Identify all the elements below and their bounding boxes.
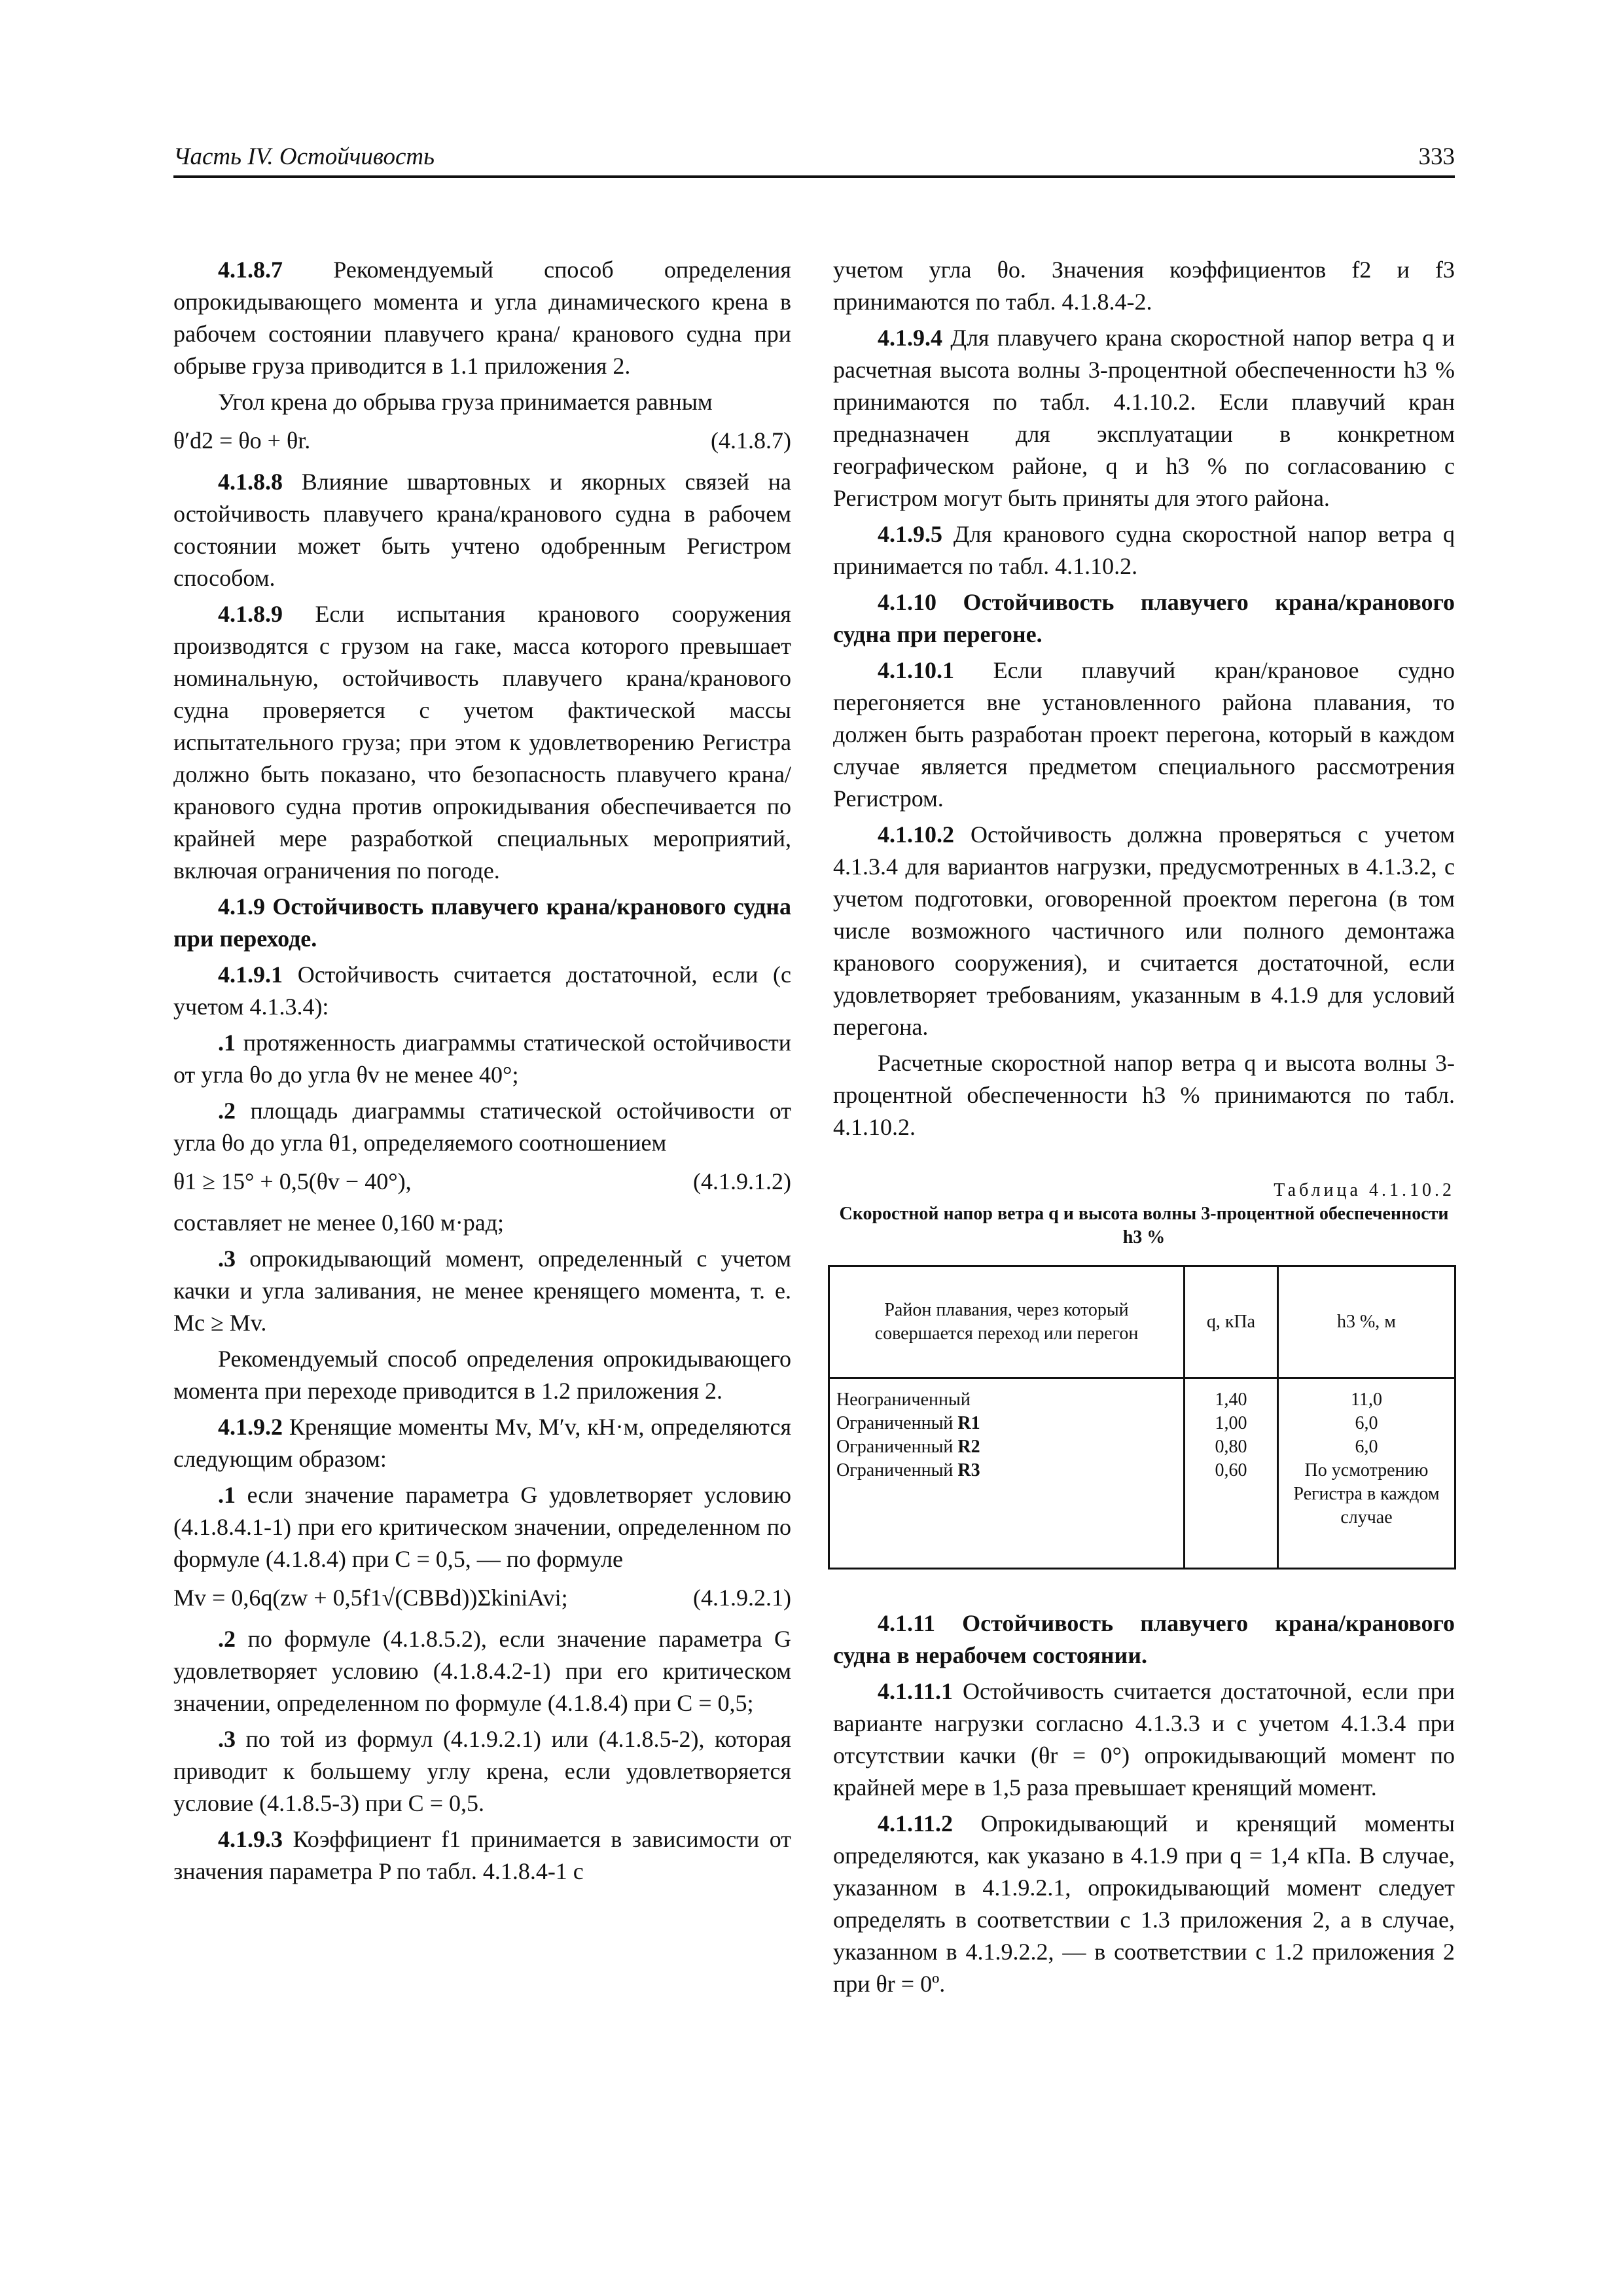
formula-expression: Mv = 0,6q(zw + 0,5f1√(CBBd))ΣkiniAvi; bbox=[173, 1585, 568, 1611]
formula-number: (4.1.8.7) bbox=[711, 427, 791, 454]
formula-number: (4.1.9.1.2) bbox=[693, 1168, 791, 1194]
h-value: 6,0 bbox=[1355, 1437, 1378, 1457]
formula-number: (4.1.9.2.1) bbox=[693, 1585, 791, 1611]
paragraph-text: Для плавучего крана скоростной напор ветра q и расчетная высота волны 3-процентной обеспеченности h3 % принимаются по табл. 4.1.10.2. Если плавучий кран предназначен для эксплуатации в конкретном географическом районе, q и h3 % по согласованию с Регистром могут быть приняты для этого района. bbox=[833, 325, 1455, 511]
paragraph-text: Рекомендуемый способ определения опрокидывающего момента и угла динамического крена в рабочем состоянии плавучего крана/ кранового судна при обрыве груза приводится в 1.1 приложения 2. bbox=[173, 257, 791, 379]
paragraph-4-1-8-7 bbox=[173, 254, 791, 382]
running-header bbox=[173, 143, 1455, 178]
table-header-row bbox=[829, 1266, 1455, 1378]
formula-4-1-9-2-1 bbox=[173, 1582, 791, 1614]
paragraph-area-requirement: составляет не менее 0,160 м·рад; bbox=[173, 1210, 505, 1236]
clause-number: 4.1.10.1 bbox=[878, 657, 954, 683]
paragraph-text: Коэффициент f1 принимается в зависимости от значения параметра P по табл. 4.1.8.4-1 с bbox=[173, 1826, 791, 1884]
item-text: протяженность диаграммы статической остойчивости от угла θo до угла θv не менее 40°; bbox=[173, 1030, 791, 1088]
h-cell bbox=[1278, 1378, 1455, 1569]
item-number: .2 bbox=[218, 1098, 236, 1124]
paragraph-4-1-9-3 bbox=[173, 1823, 791, 1888]
paragraph-continuation: учетом угла θo. Значения коэффициентов f2 и f3 принимаются по табл. 4.1.8.4-2. bbox=[833, 257, 1455, 315]
clause-number: 4.1.9.5 bbox=[878, 521, 942, 547]
item-1-heeling bbox=[173, 1479, 791, 1575]
paragraph-recommended-method: Рекомендуемый способ определения опрокидывающего момента при переходе приводится в 1.2 приложения 2. bbox=[173, 1346, 791, 1404]
item-number: .2 bbox=[218, 1626, 236, 1652]
region-unrestricted: Неограниченный bbox=[836, 1390, 971, 1410]
item-2 bbox=[173, 1095, 791, 1159]
item-text: по формуле (4.1.8.5.2), если значение параметра G удовлетворяет условию (4.1.8.4.2-1) при его критическом значении, определенном по формуле (4.1.8.4) при C = 0,5; bbox=[173, 1626, 791, 1716]
clause-number: 4.1.8.7 bbox=[218, 257, 283, 283]
formula-expression: θ1 ≥ 15° + 0,5(θv − 40°), bbox=[173, 1168, 412, 1194]
paragraph-4-1-10-1 bbox=[833, 655, 1455, 815]
table-number: Таблица 4.1.10.2 bbox=[1274, 1180, 1455, 1200]
formula-4-1-8-7 bbox=[173, 425, 791, 457]
item-text: если значение параметра G удовлетворяет условию (4.1.8.4.1-1) при его критическом значении, определенном по формуле (4.1.8.4) при C = 0,5, — по формуле bbox=[173, 1482, 791, 1572]
column-header-q: q, кПа bbox=[1185, 1266, 1278, 1378]
q-value: 1,00 bbox=[1215, 1413, 1247, 1433]
item-text: по той из формул (4.1.9.2.1) или (4.1.8.5-2), которая приводит к большему углу крена, если удовлетворяется условие (4.1.8.5-3) при C = 0,5. bbox=[173, 1726, 791, 1816]
clause-number: 4.1.11.2 bbox=[878, 1810, 954, 1837]
item-text: опрокидывающий момент, определенный с учетом качки и угла заливания, не менее кренящего момента, т. е. Mc ≥ Mv. bbox=[173, 1246, 791, 1336]
paragraph-text: Влияние швартовных и якорных связей на остойчивость плавучего крана/кранового судна в рабочем состоянии может быть учтено одобренным Регистром способом. bbox=[173, 469, 791, 591]
item-number: .3 bbox=[218, 1246, 236, 1272]
table-caption bbox=[833, 1179, 1455, 1249]
clause-number: 4.1.9.4 bbox=[878, 325, 942, 351]
clause-number: 4.1.10.2 bbox=[878, 821, 954, 848]
q-cell bbox=[1185, 1378, 1278, 1569]
q-value: 0,60 bbox=[1215, 1460, 1247, 1480]
paragraph-4-1-9-2 bbox=[173, 1411, 791, 1475]
left-column bbox=[173, 254, 791, 1892]
item-number: .1 bbox=[218, 1482, 236, 1508]
column-header-region: Район плавания, через который совершается переход или перегон bbox=[829, 1266, 1185, 1378]
clause-number: 4.1.9.2 bbox=[218, 1414, 283, 1440]
right-column bbox=[833, 254, 1455, 2004]
formula-expression: θ′d2 = θo + θr. bbox=[173, 427, 311, 454]
section-heading-4-1-9: 4.1.9 Остойчивость плавучего крана/кранового судна при переходе. bbox=[173, 893, 791, 952]
paragraph-text: Остойчивость считается достаточной, если при варианте нагрузки согласно 4.1.3.3 и с учетом 4.1.3.4 при отсутствии качки (θr = 0°) опрокидывающий момент по крайней мере в 1,5 раза превышает кренящий момент. bbox=[833, 1678, 1455, 1801]
paragraph-4-1-8-9 bbox=[173, 598, 791, 887]
formula-4-1-9-1-2 bbox=[173, 1166, 791, 1198]
clause-number: 4.1.9.3 bbox=[218, 1826, 283, 1852]
section-heading-4-1-10: 4.1.10 Остойчивость плавучего крана/кранового судна при перегоне. bbox=[833, 589, 1455, 647]
page-number: 333 bbox=[1418, 143, 1455, 170]
paragraph-text: Кренящие моменты Mv, M′v, кН·м, определяются следующим образом: bbox=[173, 1414, 791, 1472]
q-value: 1,40 bbox=[1215, 1390, 1247, 1410]
clause-number: 4.1.11.1 bbox=[878, 1678, 954, 1704]
paragraph-text: Для кранового судна скоростной напор ветра q принимается по табл. 4.1.10.2. bbox=[833, 521, 1455, 579]
region-r1: Ограниченный R1 bbox=[836, 1413, 980, 1433]
header-title: Часть IV. Остойчивость bbox=[173, 143, 435, 170]
paragraph-4-1-11-2 bbox=[833, 1808, 1455, 2000]
item-text: площадь диаграммы статической остойчивости от угла θo до угла θ1, определяемого соотношением bbox=[173, 1098, 791, 1156]
paragraph-4-1-9-5 bbox=[833, 518, 1455, 583]
h-value: 11,0 bbox=[1351, 1390, 1382, 1410]
paragraph-4-1-9-1 bbox=[173, 959, 791, 1023]
paragraph-4-1-10-2 bbox=[833, 819, 1455, 1043]
item-number: .3 bbox=[218, 1726, 236, 1752]
clause-number: 4.1.8.9 bbox=[218, 601, 283, 627]
clause-number: 4.1.8.8 bbox=[218, 469, 283, 495]
paragraph-4-1-8-8 bbox=[173, 466, 791, 594]
h-value: 6,0 bbox=[1355, 1413, 1378, 1433]
paragraph-angle-before-break: Угол крена до обрыва груза принимается равным bbox=[218, 389, 713, 415]
section-heading-4-1-11: 4.1.11 Остойчивость плавучего крана/кранового судна в нерабочем состоянии. bbox=[833, 1610, 1455, 1668]
table-body-row bbox=[829, 1378, 1455, 1569]
q-value: 0,80 bbox=[1215, 1437, 1247, 1457]
region-r2: Ограниченный R2 bbox=[836, 1437, 980, 1457]
table-title: Скоростной напор ветра q и высота волны 3-процентной обеспеченности h3 % bbox=[839, 1204, 1449, 1247]
wind-wave-table bbox=[828, 1265, 1456, 1570]
paragraph-text: Если испытания кранового сооружения производятся с грузом на гаке, масса которого превышает номинальную, остойчивость плавучего крана/кранового судна проверяется с учетом фактической массы испытательного груза; при этом к удовлетворению Регистра должно быть показано, что безопасность плавучего крана/кранового судна против опрокидывания обеспечивается по крайней мере разработкой специальных мероприятий, включая ограничения по погоде. bbox=[173, 601, 791, 884]
paragraph-text: Опрокидывающий и кренящий моменты определяются, как указано в 4.1.9 при q = 1,4 кПа. В случае, указанном в 4.1.9.2.1, опрокидывающий момент следует определять в соответствии с 1.3 приложения 2, а в случае, указанном в 4.1.9.2.2, — в соответствии с 1.2 приложения 2 при θr = 0º. bbox=[833, 1810, 1455, 1997]
item-3 bbox=[173, 1243, 791, 1339]
column-header-h: h3 %, м bbox=[1278, 1266, 1455, 1378]
item-number: .1 bbox=[218, 1030, 236, 1056]
region-r3: Ограниченный R3 bbox=[836, 1460, 980, 1480]
clause-number: 4.1.9.1 bbox=[218, 961, 283, 988]
region-cell bbox=[829, 1378, 1185, 1569]
paragraph-text: Остойчивость должна проверяться с учетом 4.1.3.4 для вариантов нагрузки, предусмотренных в 4.1.3.2, с учетом подготовки, оговоренной проектом перегона (в том числе возможного частичного или полного демонтажа кранового сооружения), и считается достаточной, если удовлетворяет требованиям, указанным в 4.1.9 для условий перегона. bbox=[833, 821, 1455, 1040]
item-2-heeling bbox=[173, 1623, 791, 1719]
paragraph-design-wind: Расчетные скоростной напор ветра q и высота волны 3-процентной обеспеченности h3 % принимаются по табл. 4.1.10.2. bbox=[833, 1050, 1455, 1140]
item-3-heeling bbox=[173, 1723, 791, 1820]
paragraph-text: Если плавучий кран/крановое судно перегоняется вне установленного района плавания, то должен быть разработан проект перегона, который в каждом случае является предметом специального рассмотрения Регистром. bbox=[833, 657, 1455, 812]
paragraph-4-1-11-1 bbox=[833, 1676, 1455, 1804]
paragraph-text: Остойчивость считается достаточной, если (с учетом 4.1.3.4): bbox=[173, 961, 791, 1020]
h-value: По усмотрению Регистра в каждом случае bbox=[1293, 1460, 1440, 1528]
paragraph-4-1-9-4 bbox=[833, 322, 1455, 514]
item-1 bbox=[173, 1027, 791, 1091]
